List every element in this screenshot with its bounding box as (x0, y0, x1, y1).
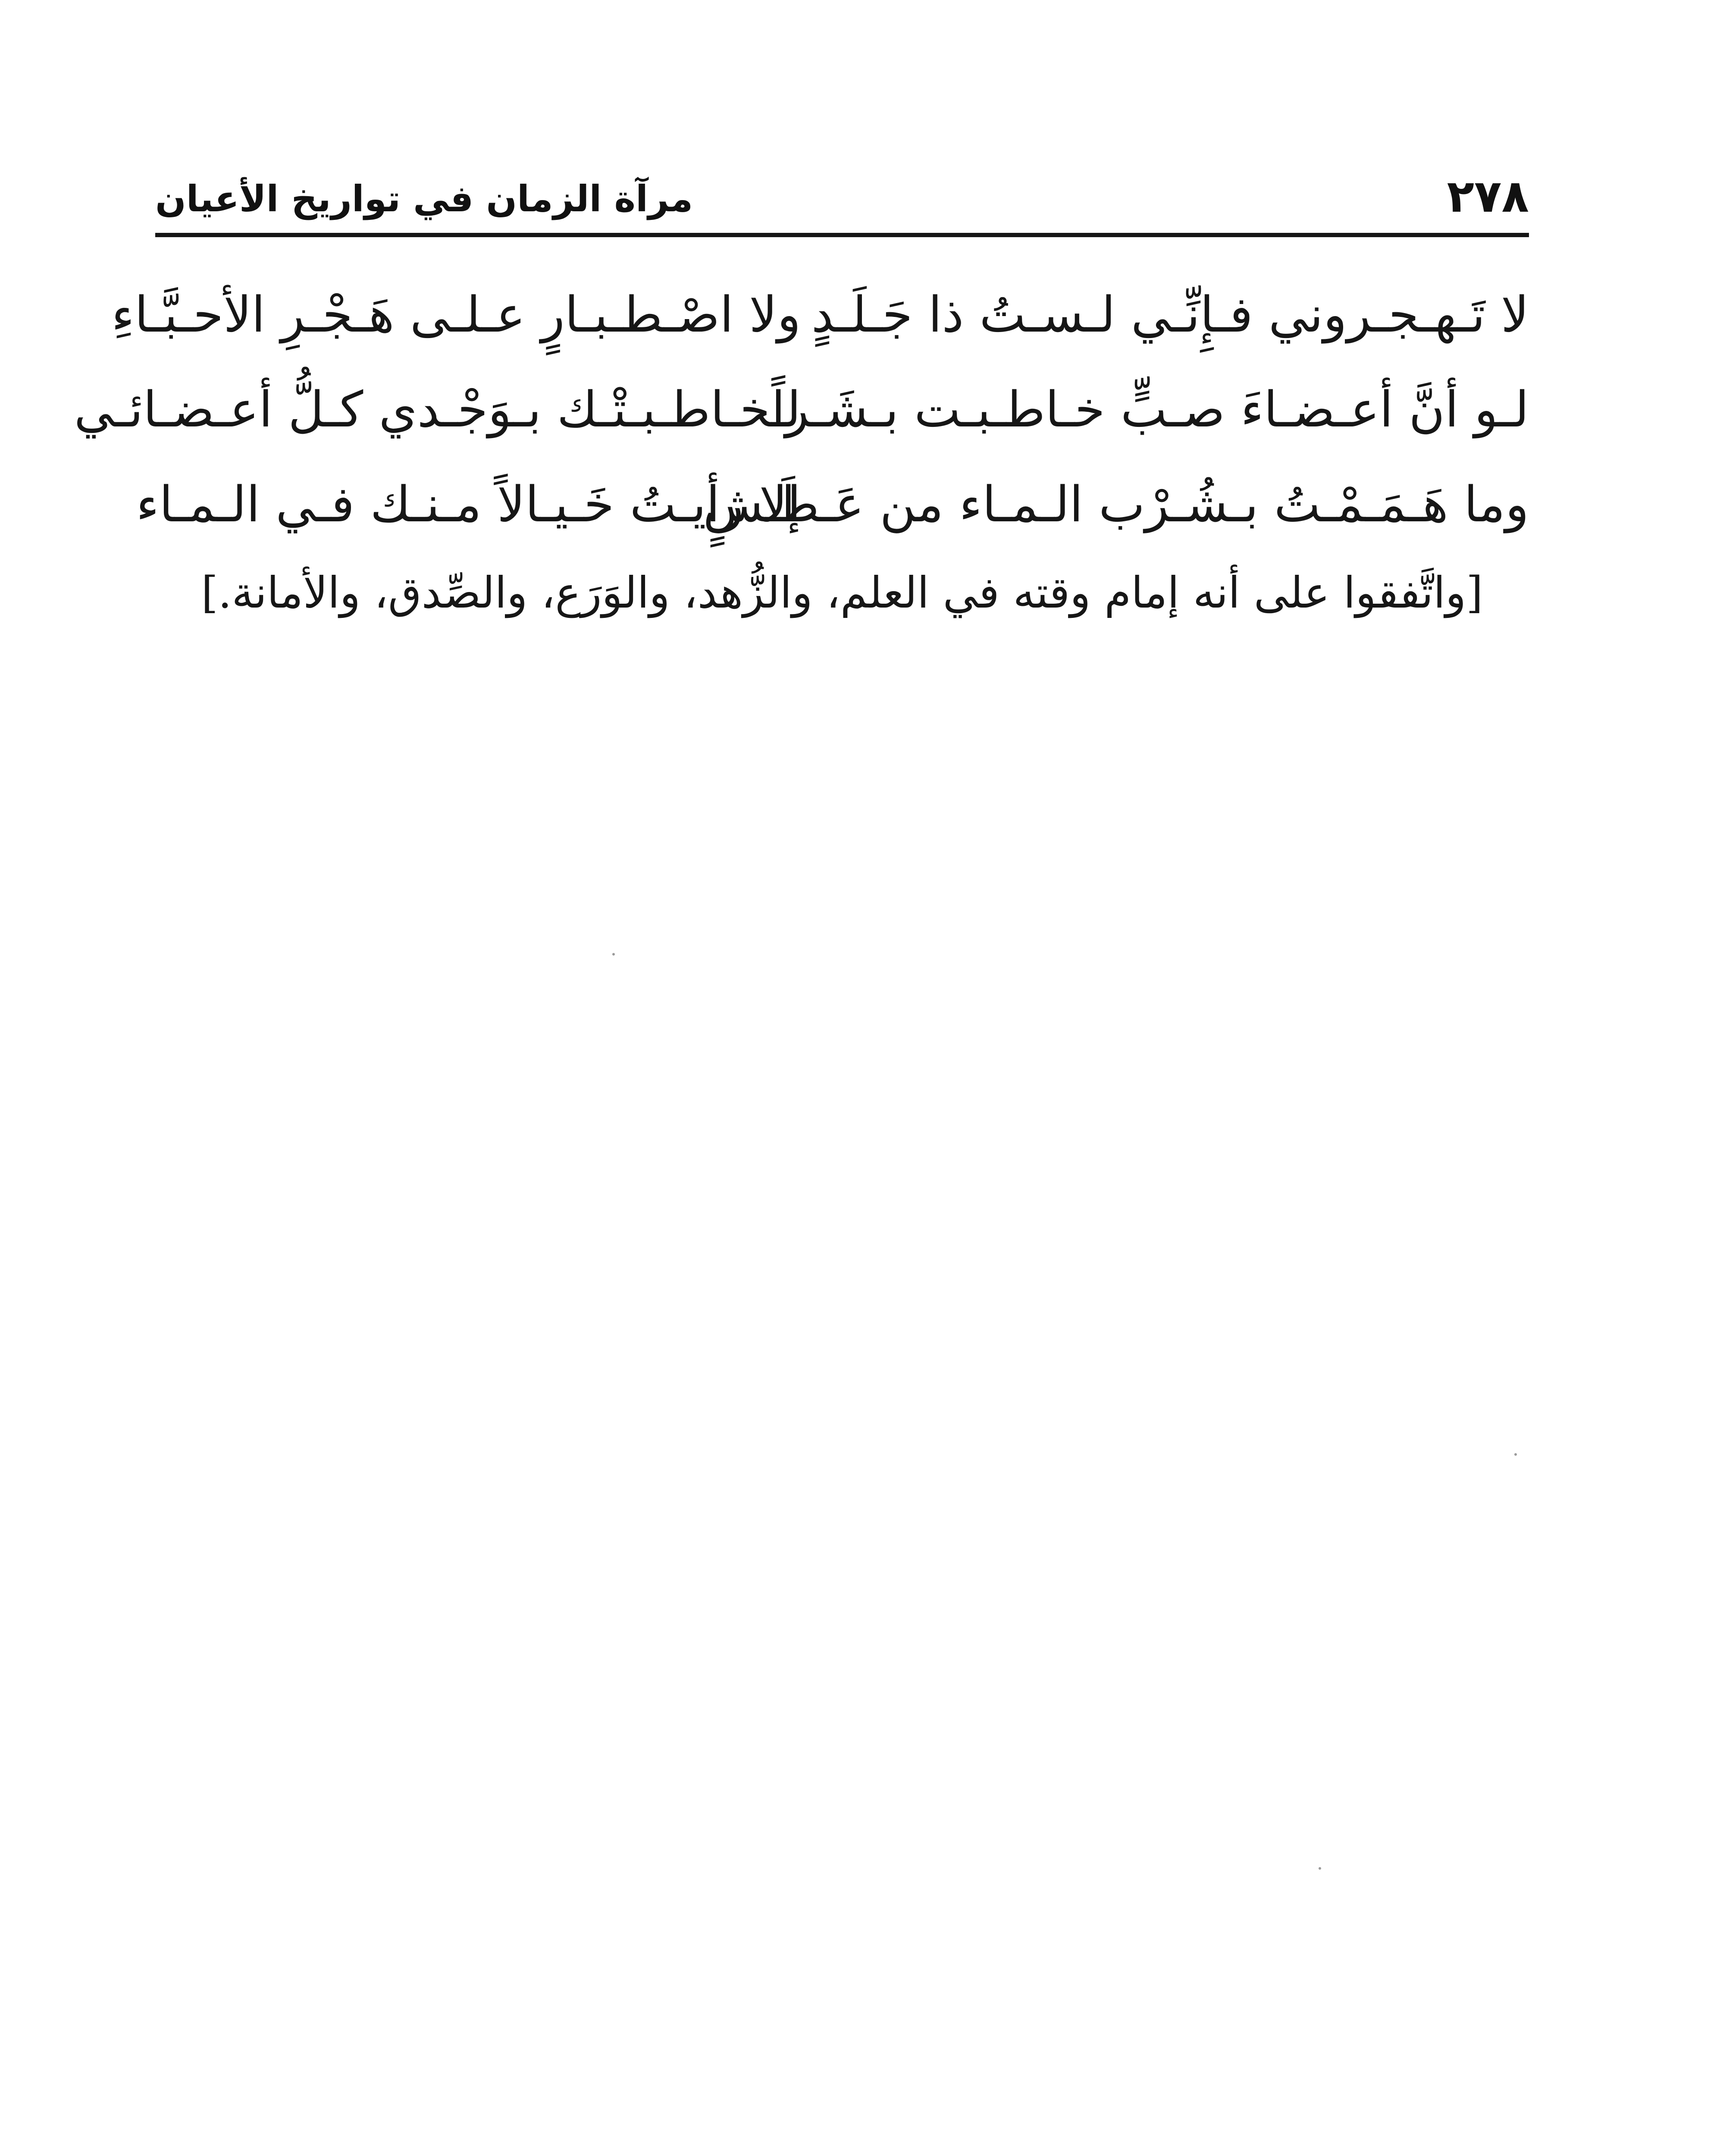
scan-speck (1319, 1867, 1321, 1870)
verse-first-hemistich: لـو أنَّ أعـضـاءَ صـبٍّ خـاطـبـت بـشَـراً (771, 381, 1529, 438)
verse-first-hemistich: لا تَـهـجـروني فـإِنِّـي لـسـتُ ذا جَـلَـدٍ (811, 286, 1529, 343)
verse-second-hemistich: ولا اصْـطـبـارٍ عـلـى هَـجْـرِ الأحـبَّـاءِ (111, 286, 801, 343)
scan-speck (1514, 1453, 1517, 1456)
book-title: مرآة الزمان في تواريخ الأعيان (155, 178, 693, 220)
poem-verse (111, 267, 1529, 362)
scan-speck (612, 953, 615, 956)
verse-second-hemistich: لـخـاطـبـتْـك بـوَجْـدي كـلُّ أعـضـائـي (74, 381, 801, 438)
prose-paragraph: [واتَّفقوا على أنه إمام وقته في العلم، والزُّهد، والوَرَع، والصِّدق، والأمانة.] (201, 567, 1483, 618)
header-divider (155, 233, 1529, 237)
poem-block (74, 267, 1529, 552)
poem-verse (74, 362, 1529, 457)
page-number: ٢٧٨ (1447, 170, 1529, 222)
verse-second-hemistich: إلا رأيـتُ خَـيـالاً مـنـك فـي الـمـاء (136, 476, 801, 533)
running-header (155, 164, 1529, 233)
poem-verse (136, 457, 1529, 552)
verse-first-hemistich: وما هَـمَـمْـتُ بـشُـرْب الـمـاء من عَـطَـشٍ (703, 476, 1529, 533)
